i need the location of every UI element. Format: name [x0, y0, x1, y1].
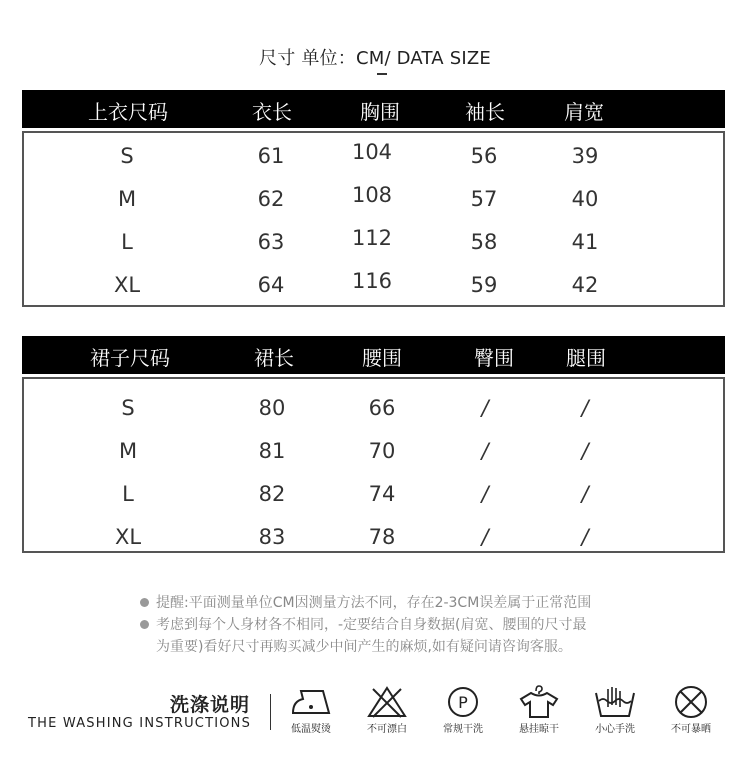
note-item — [138, 592, 591, 614]
table-cell: 108 — [351, 183, 393, 207]
no-bleach-icon — [365, 685, 409, 719]
wash-label: 悬挂晾干 — [519, 724, 559, 735]
iron-low-icon — [289, 685, 333, 719]
wash-label: 低温熨烫 — [291, 724, 331, 735]
table-cell: 74 — [368, 482, 396, 506]
table-cell: 57 — [470, 187, 498, 211]
table-cell: 70 — [368, 439, 396, 463]
table-cell: 66 — [368, 396, 396, 420]
table-cell: / — [581, 482, 589, 506]
measurement-notes — [138, 592, 591, 658]
table-row — [24, 388, 723, 431]
table-row — [24, 265, 723, 308]
table-body — [22, 377, 725, 553]
table-header — [22, 90, 725, 128]
header-cell: 裙长 — [254, 346, 294, 370]
header-cell: 腿围 — [566, 346, 606, 370]
hang-dry-icon — [517, 685, 561, 719]
washing-subtitle: THE WASHING INSTRUCTIONS — [28, 716, 252, 731]
wash-item — [352, 685, 422, 735]
svg-text:P: P — [458, 693, 468, 712]
table-cell: 39 — [571, 144, 599, 168]
table-cell: 81 — [258, 439, 286, 463]
table-cell: S — [120, 144, 134, 168]
hand-wash-icon — [593, 685, 637, 719]
header-cell: 胸围 — [360, 100, 400, 124]
table-cell: / — [581, 525, 589, 549]
note-text: 考虑到每个人身材各不相同，-定要结合自身数据(肩宽、腰围的尺寸最 — [156, 617, 587, 633]
table-cell: 41 — [571, 230, 599, 254]
table-cell: 80 — [258, 396, 286, 420]
table-cell: 63 — [257, 230, 285, 254]
note-text: 提醒:平面测量单位CM因测量方法不同，存在2-3CM误差属于正常范围 — [156, 595, 592, 611]
table-cell: 82 — [258, 482, 286, 506]
table-cell: 104 — [351, 140, 393, 164]
note-text: 为重要)看好尺寸再购买减少中间产生的麻烦,如有疑问请咨询客服。 — [156, 639, 572, 655]
page-title: 尺寸 单位：CM/ DATA SIZE — [259, 48, 491, 69]
table-cell: XL — [113, 273, 141, 297]
washing-title: 洗涤说明 — [170, 694, 251, 716]
table-cell: / — [481, 396, 489, 420]
bullet-dot-icon — [140, 620, 149, 629]
wash-label: 小心手洗 — [595, 724, 635, 735]
table-cell: 42 — [571, 273, 599, 297]
no-tumble-dry-icon — [669, 685, 713, 719]
wash-label: 常规干洗 — [443, 724, 483, 735]
wash-item — [504, 685, 574, 735]
wash-item — [656, 685, 726, 735]
table-cell: 58 — [470, 230, 498, 254]
table-cell: / — [581, 396, 589, 420]
header-cell: 肩宽 — [564, 100, 604, 124]
table-cell: M — [118, 439, 138, 463]
divider — [270, 694, 271, 730]
table-cell: / — [581, 439, 589, 463]
table-row — [24, 179, 723, 222]
wash-item — [580, 685, 650, 735]
table-cell: / — [481, 525, 489, 549]
table-row — [24, 136, 723, 179]
top-size-table — [22, 90, 725, 307]
table-row — [24, 431, 723, 474]
dry-clean-p-icon — [441, 685, 485, 719]
bullet-dot-icon — [140, 598, 149, 607]
wash-item — [276, 685, 346, 735]
table-cell: 78 — [368, 525, 396, 549]
header-cell: 臀围 — [474, 346, 514, 370]
table-cell: / — [481, 439, 489, 463]
table-cell: 62 — [257, 187, 285, 211]
table-row — [24, 517, 723, 560]
header-cell: 上衣尺码 — [88, 100, 168, 124]
wash-label: 不可暴晒 — [671, 724, 711, 735]
wash-item — [428, 685, 498, 735]
table-cell: 112 — [351, 226, 393, 250]
table-cell: 40 — [571, 187, 599, 211]
table-cell: S — [121, 396, 135, 420]
table-cell: L — [122, 482, 134, 506]
skirt-size-table — [22, 336, 725, 553]
table-row — [24, 222, 723, 265]
note-item — [138, 614, 591, 636]
table-header — [22, 336, 725, 374]
table-row — [24, 474, 723, 517]
title-underline — [377, 73, 387, 75]
table-cell: 116 — [351, 269, 393, 293]
header-cell: 袖长 — [465, 100, 505, 124]
table-cell: XL — [114, 525, 142, 549]
table-body — [22, 131, 725, 307]
table-cell: 83 — [258, 525, 286, 549]
table-cell: M — [117, 187, 137, 211]
header-cell: 衣长 — [252, 100, 292, 124]
table-cell: 61 — [257, 144, 285, 168]
table-cell: / — [481, 482, 489, 506]
table-cell: L — [121, 230, 133, 254]
table-cell: 64 — [257, 273, 285, 297]
header-cell: 裙子尺码 — [90, 346, 170, 370]
table-cell: 59 — [470, 273, 498, 297]
table-cell: 56 — [470, 144, 498, 168]
header-cell: 腰围 — [362, 346, 402, 370]
wash-label: 不可漂白 — [367, 724, 407, 735]
